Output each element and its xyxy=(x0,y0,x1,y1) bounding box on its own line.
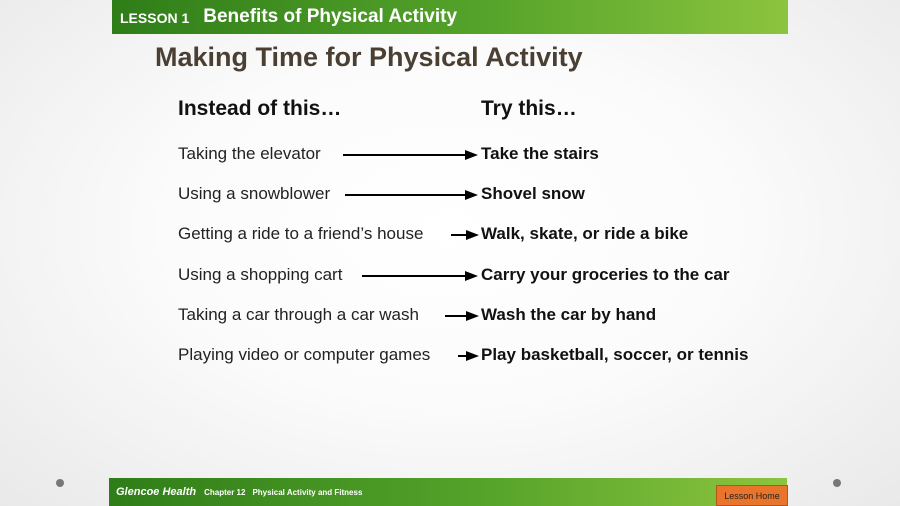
activity-from: Playing video or computer games xyxy=(178,345,431,364)
lesson-header-bar xyxy=(112,0,788,34)
column-heading-try: Try this… xyxy=(481,97,577,120)
activity-to: Walk, skate, or ride a bike xyxy=(481,224,689,243)
book-title: Glencoe Health xyxy=(116,486,197,498)
next-slide-dot[interactable] xyxy=(833,479,841,487)
activity-to: Shovel snow xyxy=(481,184,585,203)
activity-row xyxy=(178,144,798,166)
lesson-title: Benefits of Physical Activity xyxy=(203,6,458,27)
activity-from: Taking the elevator xyxy=(178,144,321,163)
lesson-home-button[interactable]: Lesson Home xyxy=(716,485,788,506)
footer-bar xyxy=(109,478,787,506)
activity-to: Wash the car by hand xyxy=(481,305,657,324)
activity-from: Using a snowblower xyxy=(178,184,331,203)
column-heading-instead: Instead of this… xyxy=(178,97,342,120)
activity-row xyxy=(178,265,798,287)
right-arrow-icon xyxy=(341,145,480,165)
chapter-number: Chapter 12 xyxy=(204,487,246,497)
activity-from: Taking a car through a car wash xyxy=(178,305,419,324)
activity-to: Take the stairs xyxy=(481,144,599,163)
slide-title: Making Time for Physical Activity xyxy=(155,42,583,72)
chapter-title: Physical Activity and Fitness xyxy=(252,487,363,497)
right-arrow-icon xyxy=(444,306,480,326)
previous-slide-dot[interactable] xyxy=(56,479,64,487)
right-arrow-icon xyxy=(457,346,480,366)
activity-row xyxy=(178,184,798,206)
activity-from: Using a shopping cart xyxy=(178,265,343,284)
activity-to: Carry your groceries to the car xyxy=(481,265,730,284)
right-arrow-icon xyxy=(343,185,480,205)
activity-row xyxy=(178,345,798,367)
activity-row xyxy=(178,305,798,327)
lesson-number: LESSON 1 xyxy=(120,10,190,26)
right-arrow-icon xyxy=(450,225,480,245)
activity-to: Play basketball, soccer, or tennis xyxy=(481,345,749,364)
activity-row xyxy=(178,224,798,246)
right-arrow-icon xyxy=(360,266,480,286)
activity-from: Getting a ride to a friend’s house xyxy=(178,224,424,243)
